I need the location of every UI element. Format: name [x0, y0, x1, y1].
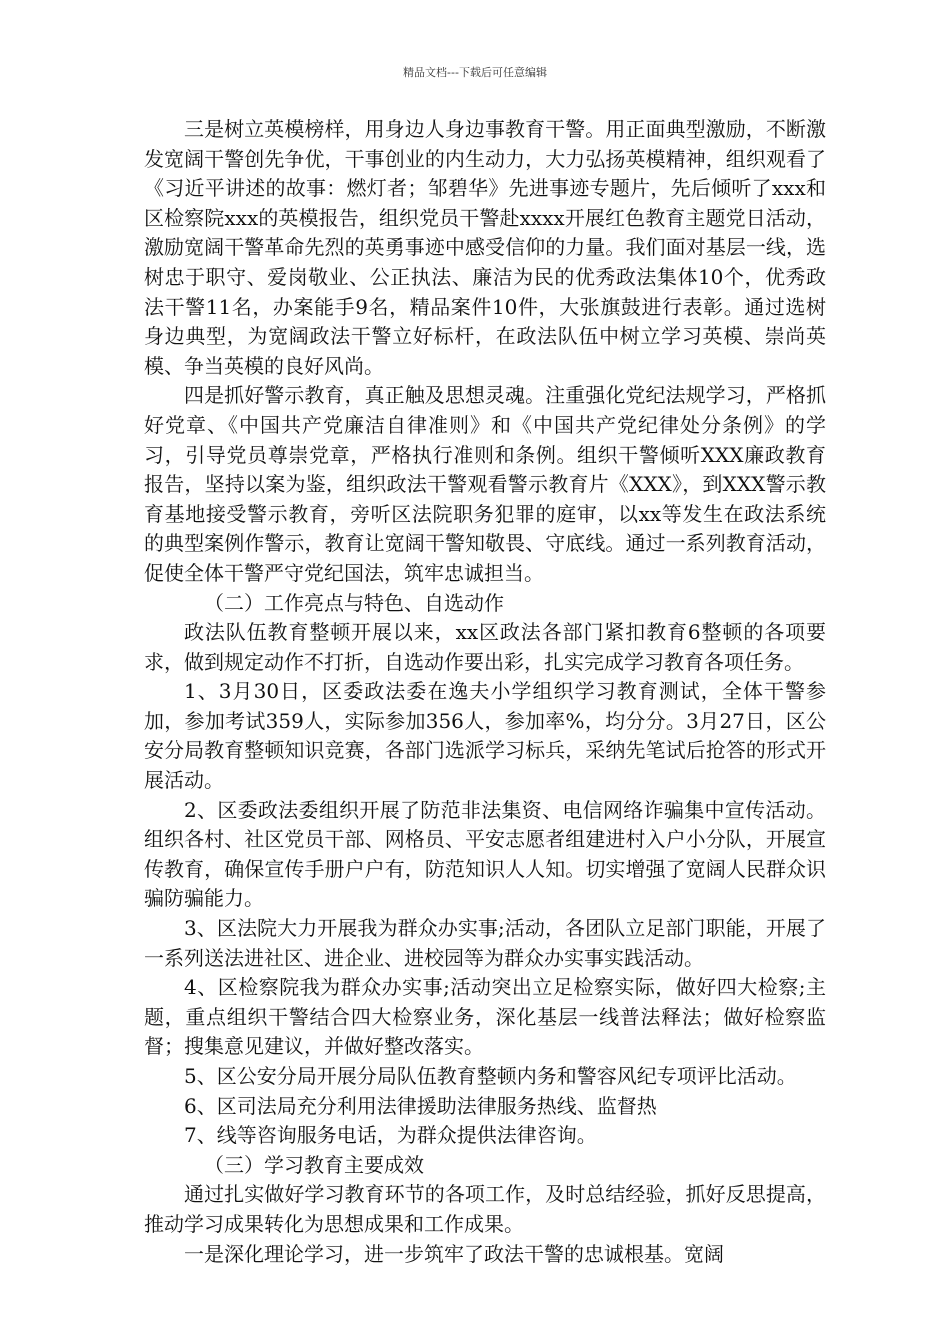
paragraph-role-models: 三是树立英模榜样，用身边人身边事教育干警。用正面典型激励，不断激发宽阔干警创先争优，干事创业的内生动力，大力弘扬英模精神，组织观看了《习近平讲述的故事：燃灯者；邹碧华》先进事迹专题片，先后倾听了xxx和区检察院xxx的英模报告，组织党员干警赴xxxx开展红色教育主题党日活动，激励宽阔干警革命先烈的英勇事迹中感受信仰的力量。我们面对基层一线，选树忠于职守、爱岗敬业、公正执法、廉洁为民的优秀政法集体10个，优秀政法干警11名，办案能手9名，精品案件10件，大张旗鼓进行表彰。通过选树身边典型，为宽阔政法干警立好标杆，在政法队伍中树立学习英模、崇尚英模、争当英模的良好风尚。	[144, 117, 826, 378]
list-item-1: 1、3月30日，区委政法委在逸夫小学组织学习教育测试，全体干警参加，参加考试359人，实际参加356人，参加率%，均分分。3月27日，区公安分局教育整顿知识竞赛，各部门选派学习标兵，采纳先笔试后抢答的形式开展活动。	[144, 679, 826, 793]
list-item-2: 2、区委政法委组织开展了防范非法集资、电信网络诈骗集中宣传活动。组织各村、社区党员干部、网格员、平安志愿者组建进村入户小分队，开展宣传教育，确保宣传手册户户有，防范知识人人知。切实增强了宽阔人民群众识骗防骗能力。	[144, 797, 826, 911]
section-heading-highlights: （二）工作亮点与特色、自选动作	[204, 590, 504, 615]
list-item-3: 3、区法院大力开展我为群众办实事;活动，各团队立足部门职能，开展了一系列送法进社区、进企业、进校园等为群众办实事实践活动。	[144, 916, 826, 970]
paragraph-results-intro: 通过扎实做好学习教育环节的各项工作，及时总结经验，抓好反思提高，推动学习成果转化为思想成果和工作成果。	[144, 1182, 826, 1236]
paragraph-warning-education: 四是抓好警示教育，真正触及思想灵魂。注重强化党纪法规学习，严格抓好党章、《中国共产党廉洁自律准则》和《中国共产党纪律处分条例》的学习，引导党员尊崇党章，严格执行准则和条例。组织干警倾听XXX廉政教育报告，坚持以案为鉴，组织政法干警观看警示教育片《XXX》，到XXX警示教育基地接受警示教育，旁听区法院职务犯罪的庭审，以xx等发生在政法系统的典型案例作警示，教育让宽阔干警知敬畏、守底线。通过一系列教育活动，促使全体干警严守党纪国法，筑牢忠诚担当。	[144, 383, 826, 585]
paragraph-highlights-intro: 政法队伍教育整顿开展以来，xx区政法各部门紧扣教育6整顿的各项要求，做到规定动作不打折，自选动作要出彩，扎实完成学习教育各项任务。	[144, 620, 826, 674]
paragraph-theory-study: 一是深化理论学习，进一步筑牢了政法干警的忠诚根基。宽阔	[184, 1241, 724, 1266]
list-item-4: 4、区检察院我为群众办实事;活动突出立足检察实际，做好四大检察;主题，重点组织干警结合四大检察业务，深化基层一线普法释法；做好检察监督；搜集意见建议，并做好整改落实。	[144, 975, 826, 1059]
page-header: 精品文档---下载后可任意编辑	[403, 66, 547, 79]
section-heading-results: （三）学习教育主要成效	[204, 1152, 424, 1177]
list-item-7: 7、线等咨询服务电话，为群众提供法律咨询。	[184, 1123, 597, 1148]
list-item-5: 5、区公安分局开展分局队伍教育整顿内务和警容风纪专项评比活动。	[184, 1064, 797, 1088]
list-item-6: 6、区司法局充分利用法律援助法律服务热线、监督热	[184, 1093, 657, 1118]
document-body	[144, 115, 826, 1269]
